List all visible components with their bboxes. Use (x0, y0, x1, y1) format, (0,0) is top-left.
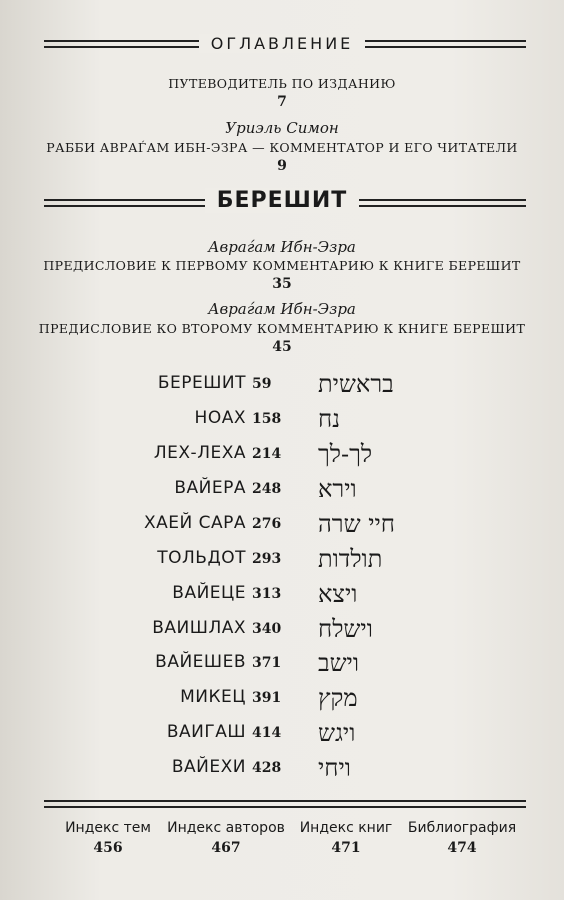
bottom-rule (44, 800, 526, 808)
parasha-name: ХАЕЙ САРА (143, 513, 246, 533)
parasha-hebrew: בראשית (318, 370, 394, 398)
index-label: Индекс тем (65, 820, 151, 836)
preface-page-1: 45 (272, 339, 292, 355)
parasha-hebrew: תולדות (318, 545, 383, 573)
parasha-hebrew: ויצא (318, 580, 358, 608)
parasha-hebrew: חיי שרה (318, 510, 396, 538)
parasha-hebrew: וישב (318, 649, 359, 677)
parasha-row (0, 510, 564, 543)
parasha-name: ЛЕХ-ЛЕХА (153, 443, 246, 463)
parasha-page: 340 (252, 621, 282, 637)
preface-author-1: Авраѓам Ибн-Эзра (208, 300, 356, 318)
parasha-page: 158 (252, 411, 282, 427)
intro-page-0: 7 (277, 94, 287, 110)
preface-author-0: Авраѓам Ибн-Эзра (208, 238, 356, 256)
parasha-row (0, 405, 564, 438)
parasha-row (0, 719, 564, 752)
index-page: 467 (211, 840, 241, 856)
preface-title-0: ПРЕДИСЛОВИЕ К ПЕРВОМУ КОММЕНТАРИЮ К КНИГЕ БЕРЕШИТ (43, 258, 521, 273)
parasha-page: 248 (252, 481, 282, 497)
index-label: Индекс авторов (167, 820, 285, 836)
parasha-page: 313 (252, 586, 282, 602)
section-title: БЕРЕШИТ (0, 188, 564, 213)
parasha-hebrew: ויחי (318, 754, 351, 782)
parasha-page: 214 (252, 446, 282, 462)
parasha-hebrew: וירא (318, 475, 357, 503)
index-label: Библиография (407, 820, 517, 836)
index-item (294, 820, 398, 856)
parasha-row (0, 545, 564, 578)
parasha-name: ВАЙЕЦЕ (172, 583, 246, 603)
parasha-name: БЕРЕШИТ (157, 373, 246, 393)
parasha-name: ВАИШЛАХ (152, 618, 246, 638)
parasha-page: 428 (252, 760, 282, 776)
parasha-row (0, 615, 564, 648)
toc-title: ОГЛАВЛЕНИЕ (0, 34, 564, 53)
parasha-row (0, 370, 564, 403)
parasha-row (0, 580, 564, 613)
parasha-name: ВАЙЕШЕВ (155, 652, 246, 672)
parasha-hebrew: מקץ (318, 684, 358, 712)
preface-title-1: ПРЕДИСЛОВИЕ КО ВТОРОМУ КОММЕНТАРИЮ К КНИГЕ БЕРЕШИТ (38, 321, 526, 336)
parasha-page: 293 (252, 551, 282, 567)
parasha-row (0, 440, 564, 473)
parasha-name: МИКЕЦ (180, 687, 246, 707)
parasha-name: НОАХ (194, 408, 246, 428)
index-page: 456 (93, 840, 123, 856)
parasha-name: ВАИГАШ (166, 722, 246, 742)
parasha-page: 391 (252, 690, 282, 706)
parasha-hebrew: לך-לך (318, 440, 373, 468)
intro-title-1: РАББИ АВРАЃАМ ИБН-ЭЗРА — КОММЕНТАТОР И ЕГО ЧИТАТЕЛИ (46, 140, 518, 155)
parasha-hebrew: נח (318, 405, 341, 433)
preface-page-0: 35 (272, 276, 292, 292)
parasha-page: 276 (252, 516, 282, 532)
index-page: 471 (331, 840, 361, 856)
parasha-row (0, 684, 564, 717)
index-label: Индекс книг (299, 820, 393, 836)
index-item (62, 820, 154, 856)
parasha-name: ТОЛЬДОТ (157, 548, 246, 568)
intro-page-1: 9 (277, 158, 287, 174)
parasha-name: ВАЙЕХИ (171, 757, 246, 777)
intro-title-0: ПУТЕВОДИТЕЛЬ ПО ИЗДАНИЮ (168, 76, 396, 91)
intro-author-1: Уриэль Симон (225, 119, 339, 137)
parasha-hebrew: ויגש (318, 719, 356, 747)
parasha-row (0, 754, 564, 787)
index-page: 474 (447, 840, 477, 856)
index-item (164, 820, 288, 856)
parasha-page: 414 (252, 725, 282, 741)
parasha-row (0, 649, 564, 682)
parasha-page: 371 (252, 655, 282, 671)
parasha-hebrew: וישלח (318, 615, 373, 643)
parasha-row (0, 475, 564, 508)
parasha-name: ВАЙЕРА (174, 478, 246, 498)
index-item (404, 820, 520, 856)
parasha-page: 59 (252, 376, 272, 392)
